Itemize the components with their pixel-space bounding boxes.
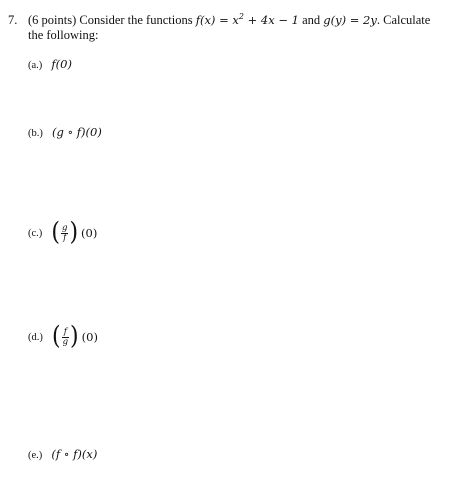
f-over-g-fraction [62, 328, 69, 347]
intro-text: Consider the functions [79, 13, 193, 27]
fraction-denominator: g [62, 336, 69, 347]
part-e [28, 447, 97, 462]
part-d-expression [52, 322, 98, 351]
part-e-label: (e.) [28, 450, 43, 461]
f-def-rest: + 4x − 1 [243, 13, 299, 27]
part-a-label: (a.) [28, 60, 43, 71]
left-paren: ( [52, 322, 61, 351]
g-definition: g(y) = 2y [323, 13, 377, 27]
part-a [28, 57, 72, 72]
following-text: the following: [28, 28, 99, 42]
g-over-f-fraction [61, 224, 68, 243]
part-b [28, 125, 102, 140]
problem-number: 7. [8, 13, 18, 27]
calculate-text: . Calculate [376, 13, 431, 27]
and-text: and [302, 13, 321, 27]
f-definition [196, 13, 299, 27]
right-paren: ) [70, 322, 79, 351]
problem-statement [28, 13, 446, 43]
part-d-argument: (0) [81, 330, 98, 344]
part-c-argument: (0) [81, 226, 98, 240]
part-d-label: (d.) [28, 331, 43, 343]
part-b-label: (b.) [28, 128, 43, 139]
part-c-expression [51, 218, 98, 247]
part-e-expression: (f ∘ f)(x) [51, 447, 98, 461]
part-a-expression: f(0) [51, 57, 72, 71]
f-exponent: 2 [238, 12, 244, 21]
part-c [28, 218, 98, 247]
part-b-expression: (g ∘ f)(0) [52, 125, 102, 139]
points-label: (6 points) [28, 13, 77, 27]
f-def-text: f(x) = x [195, 13, 239, 27]
fraction-denominator: f [63, 232, 67, 243]
fraction-numerator: f [63, 326, 67, 337]
right-paren: ) [69, 218, 79, 247]
part-d [28, 322, 98, 351]
fraction-numerator: g [62, 222, 68, 233]
left-paren: ( [51, 218, 60, 247]
part-c-label: (c.) [28, 227, 43, 239]
